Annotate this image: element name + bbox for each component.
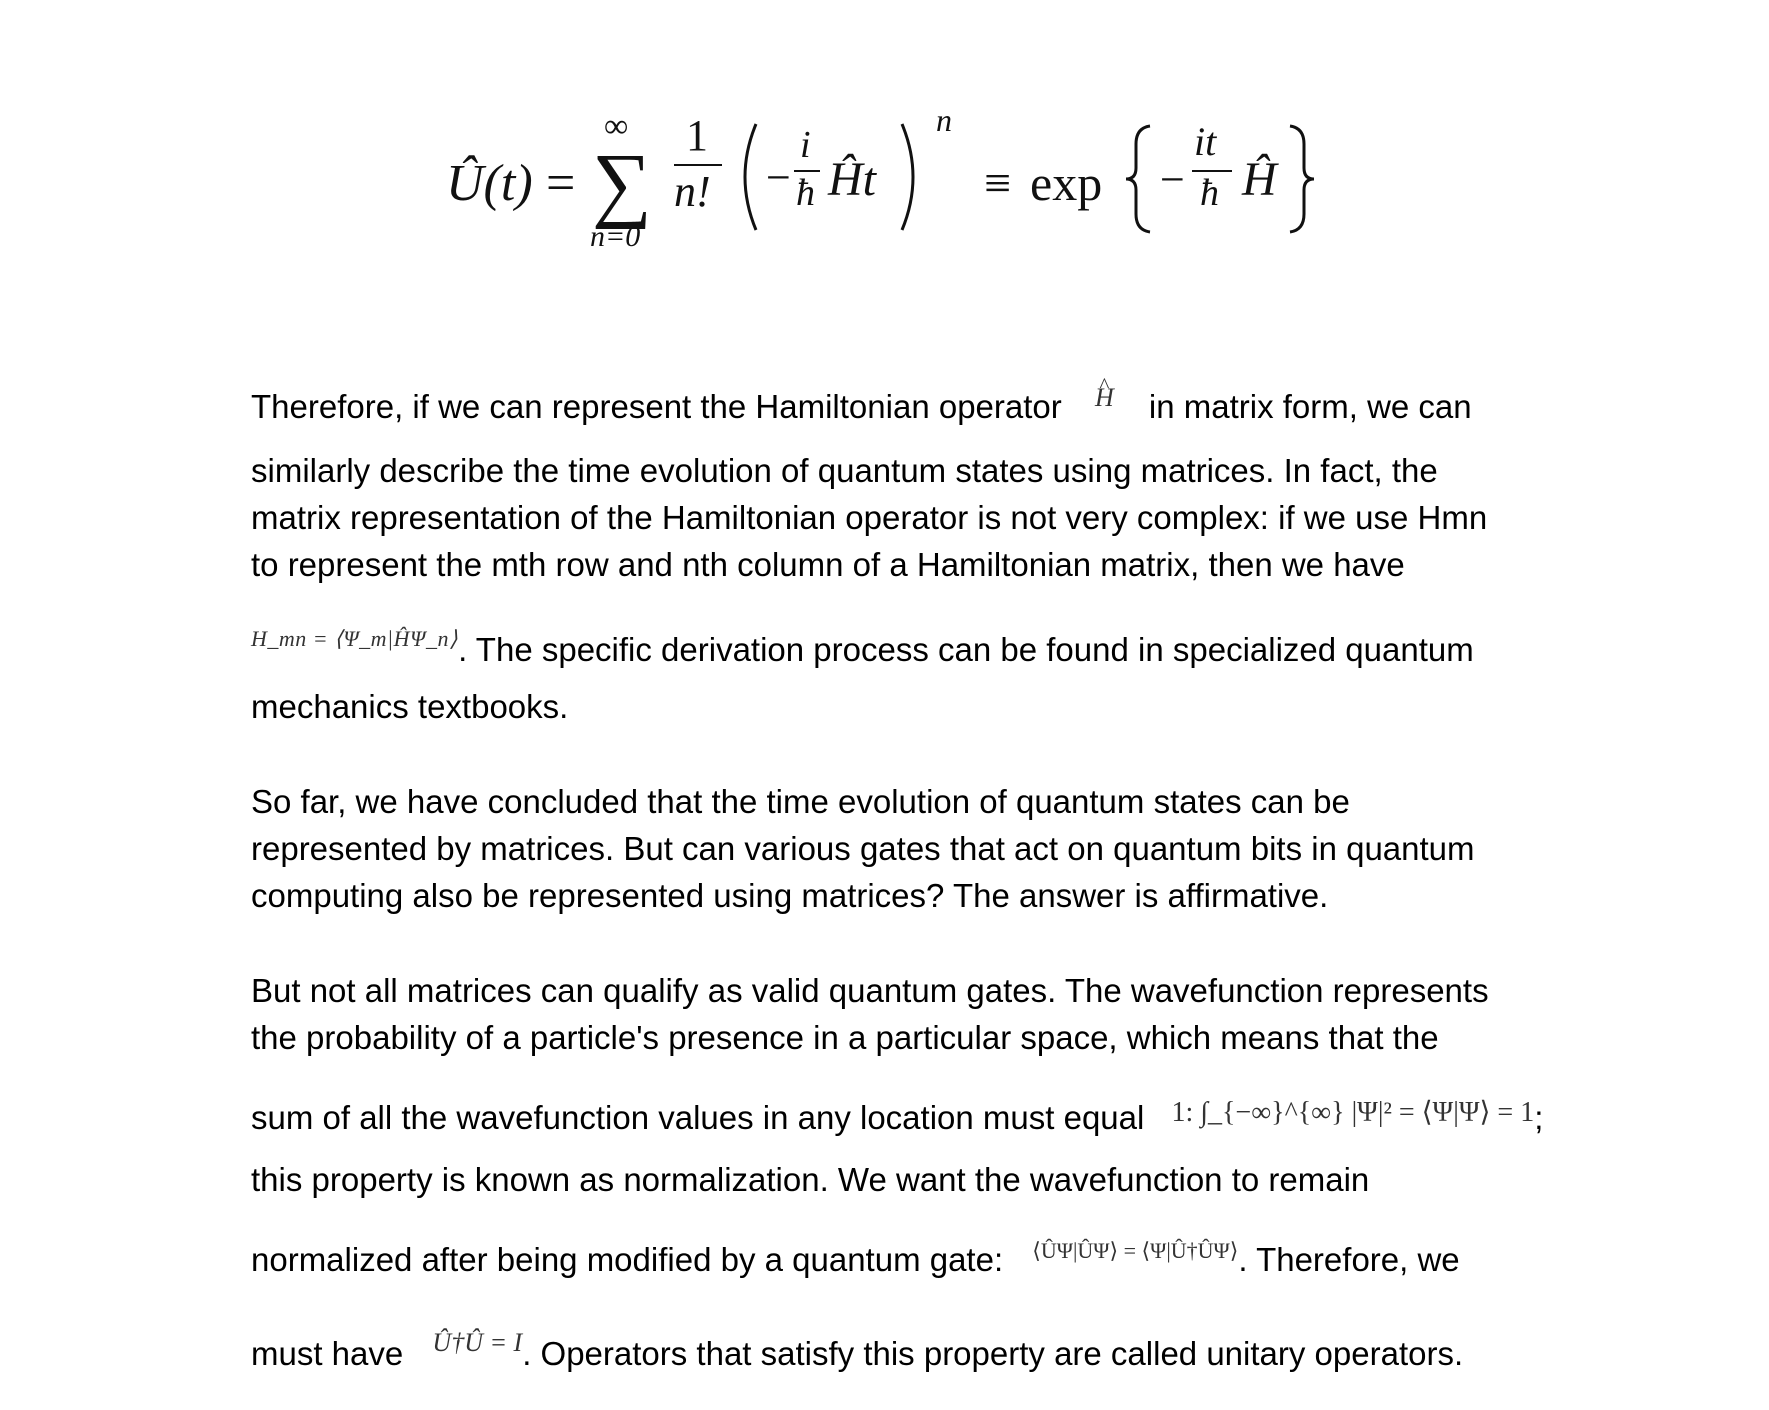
left-paren bbox=[730, 122, 760, 232]
eq-equals: = bbox=[546, 155, 576, 212]
sum-lower-limit: n=0 bbox=[590, 220, 641, 253]
paragraph-line bbox=[251, 383, 1472, 433]
brace-frac-denominator: ħ bbox=[1200, 172, 1219, 214]
hamiltonian-matrix-element-formula: H_mn = ⟨Ψ_m|ĤΨ_n⟩ bbox=[251, 625, 459, 651]
text-segment: ; bbox=[1534, 1099, 1544, 1136]
eq-lhs: Û(t) bbox=[446, 155, 533, 212]
text-segment: . Therefore, we bbox=[1238, 1241, 1460, 1278]
paren-minus-sign: − bbox=[766, 153, 791, 202]
paragraph-line: represented by matrices. But can various gates that act on quantum bits in quantum bbox=[251, 830, 1475, 867]
paren-operator: Ĥt bbox=[828, 153, 876, 206]
equiv-sign: ≡ bbox=[984, 157, 1012, 210]
paragraph-line: matrix representation of the Hamiltonian operator is not very complex: if we use Hmn bbox=[251, 499, 1488, 536]
paragraph-line: But not all matrices can qualify as valid quantum gates. The wavefunction represents bbox=[251, 972, 1489, 1009]
frac-numerator: 1 bbox=[686, 111, 708, 160]
brace-operator: Ĥ bbox=[1242, 153, 1277, 206]
brace-frac-numerator: it bbox=[1194, 119, 1217, 164]
paragraph-line bbox=[251, 1236, 1460, 1286]
paragraph-line: the probability of a particle's presence in a particular space, which means that the bbox=[251, 1019, 1439, 1056]
text-segment: . Operators that satisfy this property are called unitary operators. bbox=[522, 1335, 1464, 1372]
right-paren bbox=[898, 122, 928, 232]
frac-bar bbox=[674, 164, 722, 166]
text-segment: . The specific derivation process can be found in specialized quantum bbox=[458, 631, 1474, 668]
frac-denominator: n! bbox=[674, 167, 711, 216]
paren-frac-numerator: i bbox=[800, 124, 811, 166]
normalization-formula: 1: ∫_{−∞}^{∞} |Ψ|² = ⟨Ψ|Ψ⟩ = 1 bbox=[1171, 1096, 1535, 1128]
paragraph-line: this property is known as normalization. We want the wavefunction to remain bbox=[251, 1161, 1370, 1198]
norm-preservation-formula: ⟨ÛΨ|ÛΨ⟩ = ⟨Ψ|Û†ÛΨ⟩ bbox=[1032, 1237, 1239, 1263]
right-brace bbox=[1286, 124, 1318, 234]
paragraph-line: similarly describe the time evolution of quantum states using matrices. In fact, the bbox=[251, 452, 1438, 489]
text-segment: Therefore, if we can represent the Hamiltonian operator bbox=[251, 388, 1062, 425]
text-segment: sum of all the wavefunction values in any location must equal bbox=[251, 1099, 1145, 1136]
brace-minus-sign: − bbox=[1160, 155, 1185, 204]
paragraph-line: computing also be represented using matrices? The answer is affirmative. bbox=[251, 877, 1329, 914]
sum-upper-limit: ∞ bbox=[604, 108, 629, 145]
text-segment: in matrix form, we can bbox=[1148, 388, 1472, 425]
paragraph-line: to represent the mth row and nth column of a Hamiltonian matrix, then we have bbox=[251, 546, 1405, 583]
power-exponent: n bbox=[936, 102, 952, 138]
evolution-operator-equation bbox=[436, 104, 1316, 264]
text-segment: normalized after being modified by a quantum gate: bbox=[251, 1241, 1004, 1278]
paragraph-line: mechanics textbooks. bbox=[251, 688, 569, 725]
left-brace bbox=[1122, 124, 1154, 234]
paragraph-line: So far, we have concluded that the time evolution of quantum states can be bbox=[251, 783, 1350, 820]
paragraph-line bbox=[251, 1094, 1543, 1144]
paragraph-line bbox=[251, 626, 1474, 676]
paren-frac-denominator: ħ bbox=[796, 172, 815, 214]
sum-symbol: ∑ bbox=[592, 137, 652, 230]
exp-function: exp bbox=[1030, 155, 1103, 211]
unitary-condition-formula: Û†Û = I bbox=[432, 1327, 523, 1357]
hamiltonian-symbol: ^ H bbox=[1095, 374, 1114, 421]
text-segment: must have bbox=[251, 1335, 404, 1372]
paragraph-line bbox=[251, 1327, 1464, 1380]
